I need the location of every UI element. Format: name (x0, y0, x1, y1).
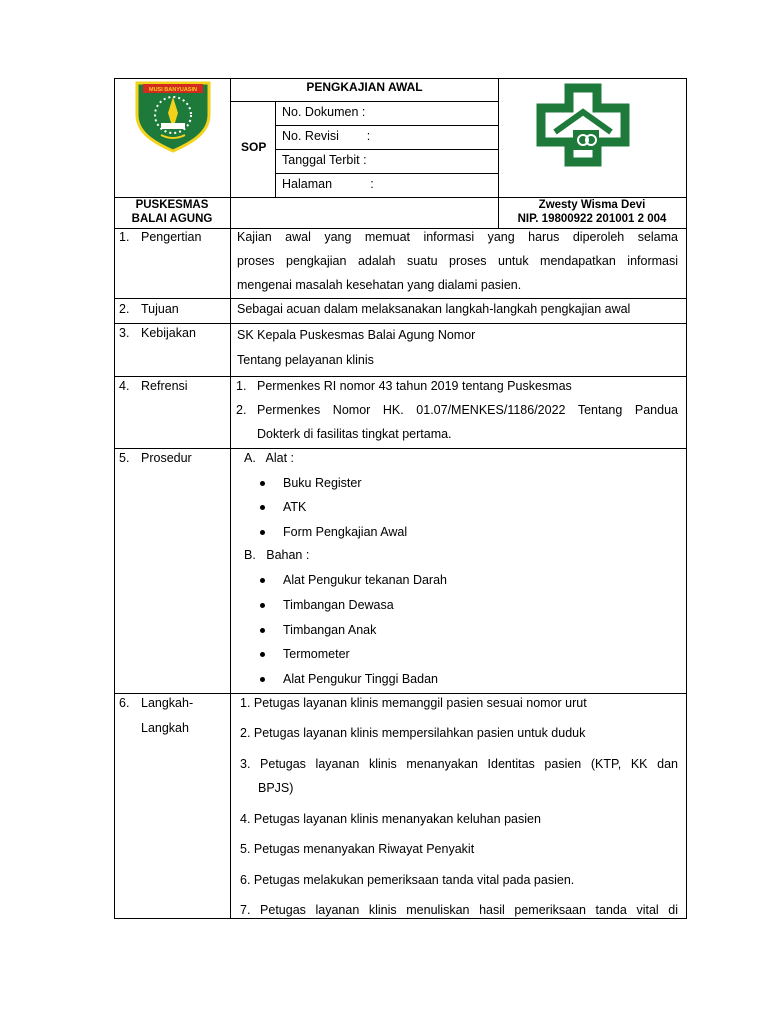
section-label-kebijakan: Kebijakan (141, 326, 196, 340)
kebijakan-line: SK Kepala Puskesmas Balai Agung Nomor (237, 328, 476, 342)
document-title: PENGKAJIAN AWAL (306, 80, 423, 94)
section-label-prosedur: Prosedur (141, 451, 192, 465)
langkah-step: 6. Petugas melakukan pemeriksaan tanda vital pada pasien. (240, 873, 575, 887)
institution-location: BALAI AGUNG (131, 213, 213, 225)
langkah-step: 1. Petugas layanan klinis memanggil pasien sesuai nomor urut (240, 696, 587, 710)
field-tanggal-terbit: Tanggal Terbit : (282, 153, 367, 167)
field-halaman: Halaman : (282, 177, 374, 191)
regional-emblem-logo (131, 79, 215, 153)
puskesmas-logo (533, 82, 633, 168)
section-label-referensi: Refrensi (141, 379, 188, 393)
section-label-tujuan: Tujuan (141, 302, 179, 316)
bahan-item: Timbangan Dewasa (283, 598, 394, 612)
pengertian-line: proses pengkajian adalah suatu proses untuk mendapatkan informasi (237, 254, 678, 268)
pengertian-line: Kajian awal yang memuat informasi yang harus diperoleh selama (237, 230, 678, 244)
section-number: 5. (119, 451, 130, 465)
bahan-item: Timbangan Anak (283, 623, 377, 637)
sop-label: SOP (241, 140, 267, 154)
section-number: 4. (119, 379, 130, 393)
svg-text:MUSI BANYUASIN: MUSI BANYUASIN (149, 87, 197, 93)
bullet-icon (260, 578, 265, 583)
section-number: 3. (119, 326, 130, 340)
tujuan-text: Sebagai acuan dalam melaksanakan langkah-langkah pengkajian awal (237, 302, 631, 316)
alat-heading: A. Alat : (244, 451, 295, 465)
langkah-step: 5. Petugas menanyakan Riwayat Penyakit (240, 842, 475, 856)
section-number: 1. (119, 230, 130, 244)
signatory-name: Zwesty Wisma Devi (538, 199, 646, 211)
referensi-item: Permenkes Nomor HK. 01.07/MENKES/1186/2022 Tentang Pandua (257, 403, 678, 417)
pengertian-line: mengenai masalah kesehatan yang dialami pasien. (237, 278, 522, 292)
langkah-step: 4. Petugas layanan klinis menanyakan keluhan pasien (240, 812, 541, 826)
referensi-number: 1. (236, 379, 247, 393)
alat-item: Form Pengkajian Awal (283, 525, 408, 539)
section-label-langkah: Langkah (141, 721, 189, 735)
bullet-icon (260, 628, 265, 633)
bullet-icon (260, 530, 265, 535)
bullet-icon (260, 505, 265, 510)
langkah-step: 2. Petugas layanan klinis mempersilahkan pasien untuk duduk (240, 726, 586, 740)
bahan-heading: B. Bahan : (244, 548, 310, 562)
field-no-revisi: No. Revisi : (282, 129, 371, 143)
referensi-item: Permenkes RI nomor 43 tahun 2019 tentang Puskesmas (257, 379, 572, 393)
bullet-icon (260, 652, 265, 657)
section-label-pengertian: Pengertian (141, 230, 202, 244)
bullet-icon (260, 603, 265, 608)
langkah-step: 7. Petugas layanan klinis menuliskan hasil pemeriksaan tanda vital di (240, 903, 678, 917)
section-label-langkah: Langkah- (141, 696, 194, 710)
bahan-item: Alat Pengukur Tinggi Badan (283, 672, 438, 686)
referensi-number: 2. (236, 403, 247, 417)
alat-item: ATK (283, 500, 307, 514)
kebijakan-line: Tentang pelayanan klinis (237, 353, 374, 367)
section-number: 2. (119, 302, 130, 316)
bahan-item: Alat Pengukur tekanan Darah (283, 573, 447, 587)
field-no-dokumen: No. Dokumen : (282, 105, 366, 119)
bullet-icon (260, 677, 265, 682)
langkah-step: 3. Petugas layanan klinis menanyakan Identitas pasien (KTP, KK dan (240, 757, 678, 771)
alat-item: Buku Register (283, 476, 362, 490)
bahan-item: Termometer (283, 647, 350, 661)
bullet-icon (260, 481, 265, 486)
langkah-step-continued: BPJS) (258, 781, 294, 795)
institution-name: PUSKESMAS (135, 199, 209, 211)
section-number: 6. (119, 696, 130, 710)
referensi-item-continued: Dokterk di fasilitas tingkat pertama. (257, 427, 452, 441)
signatory-nip: NIP. 19800922 201001 2 004 (517, 213, 667, 225)
